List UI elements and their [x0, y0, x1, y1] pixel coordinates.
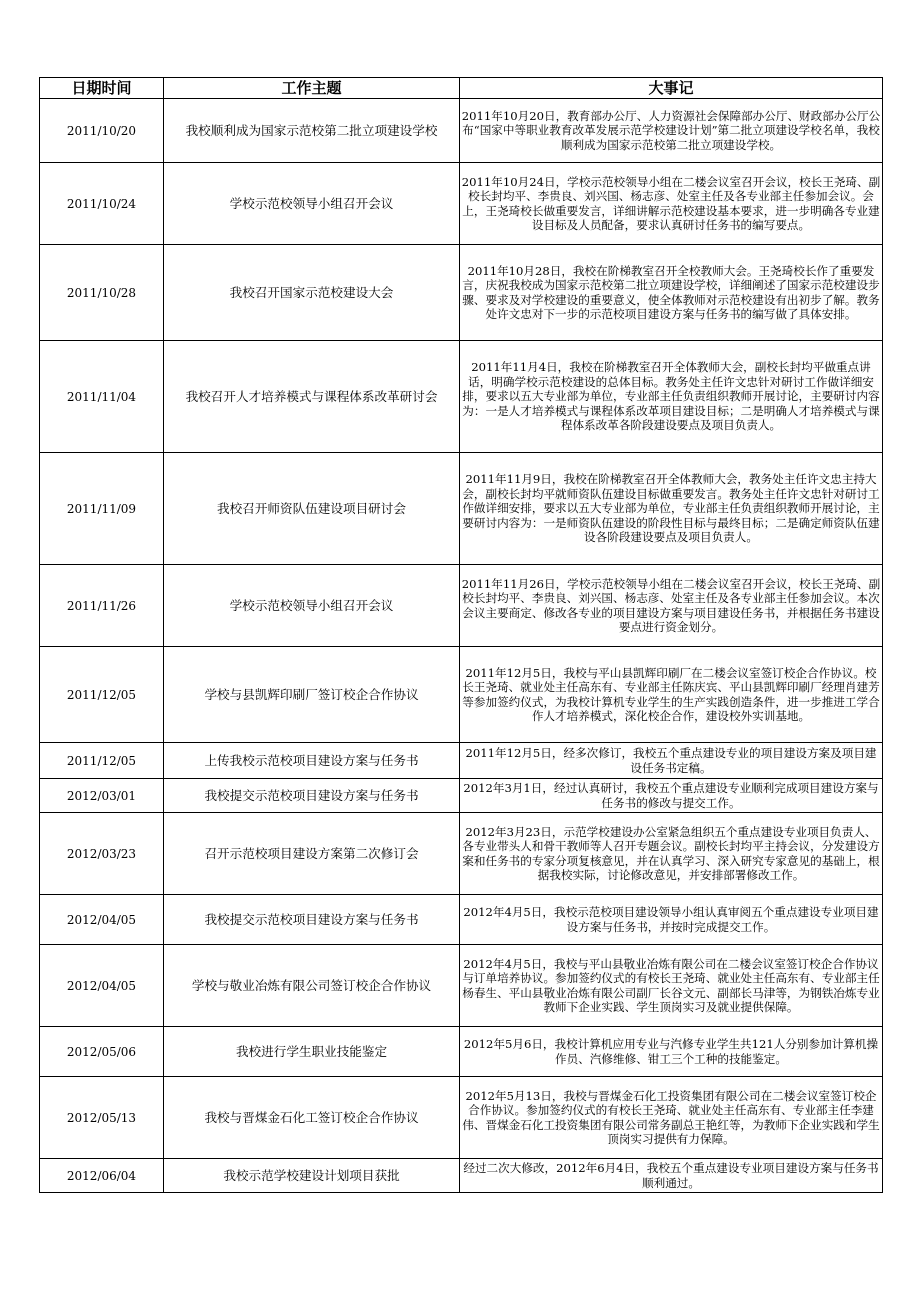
event-cell: 2011年11月9日，我校在阶梯教室召开全体教师大会，教务处主任许文忠主持大会，副校长封均平就师资队伍建设目标做重要发言。教务处主任许文忠针对研讨工作做详细安排，要求以五大专业部为单位，专业部主任负责组织教师开展讨论，主要研讨内容为：一是师资队伍建设的阶段性目标与最终目标；二是确定师资队伍建设各阶段建设要点及项目负责人。 — [460, 453, 883, 565]
date-cell: 2012/06/04 — [40, 1159, 164, 1193]
topic-cell: 我校提交示范校项目建设方案与任务书 — [164, 779, 460, 813]
topic-cell: 学校示范校领导小组召开会议 — [164, 163, 460, 245]
table-row — [40, 813, 883, 895]
table-row — [40, 743, 883, 779]
date-cell: 2011/10/24 — [40, 163, 164, 245]
header-event: 大事记 — [460, 78, 883, 99]
topic-cell: 召开示范校项目建设方案第二次修订会 — [164, 813, 460, 895]
table-row — [40, 245, 883, 341]
table-row — [40, 647, 883, 743]
event-cell: 2012年5月13日，我校与晋煤金石化工投资集团有限公司在二楼会议室签订校企合作协议。参加签约仪式的有校长王尧琦、就业处主任高东有、专业部主任李建伟、晋煤金石化工投资集团有限公司常务副总王艳红等，为教师下企业实践和学生顶岗实习提供有力保障。 — [460, 1077, 883, 1159]
topic-cell: 学校与敬业冶炼有限公司签订校企合作协议 — [164, 945, 460, 1027]
event-cell: 2011年10月28日，我校在阶梯教室召开全校教师大会。王尧琦校长作了重要发言，庆祝我校成为国家示范校第二批立项建设学校，详细阐述了国家示范校建设步骤、要求及对学校建设的重要意义，使全体教师对示范校建设有出初步了解。教务处许文忠对下一步的示范校项目建设方案与任务书的编写做了具体安排。 — [460, 245, 883, 341]
topic-cell: 我校召开人才培养模式与课程体系改革研讨会 — [164, 341, 460, 453]
date-cell: 2011/12/05 — [40, 647, 164, 743]
date-cell: 2012/04/05 — [40, 895, 164, 945]
topic-cell: 我校召开国家示范校建设大会 — [164, 245, 460, 341]
event-cell: 2011年11月4日，我校在阶梯教室召开全体教师大会，副校长封均平做重点讲话，明确学校示范校建设的总体目标。教务处主任许文忠针对研讨工作做详细安排，要求以五大专业部为单位，专业部主任负责组织教师开展讨论，主要研讨内容为：一是人才培养模式与课程体系改革项目建设目标；二是明确人才培养模式与课程体系改革各阶段建设要点及项目负责人。 — [460, 341, 883, 453]
date-cell: 2011/10/20 — [40, 99, 164, 163]
topic-cell: 我校召开师资队伍建设项目研讨会 — [164, 453, 460, 565]
event-cell: 2012年3月1日，经过认真研讨，我校五个重点建设专业顺利完成项目建设方案与任务书的修改与提交工作。 — [460, 779, 883, 813]
event-cell: 2011年10月20日，教育部办公厅、人力资源社会保障部办公厅、财政部办公厅公布“国家中等职业教育改革发展示范学校建设计划”第二批立项建设学校名单，我校顺利成为国家示范校第二批立项建设学校。 — [460, 99, 883, 163]
date-cell: 2012/05/06 — [40, 1027, 164, 1077]
table-row — [40, 779, 883, 813]
event-cell: 2012年5月6日，我校计算机应用专业与汽修专业学生共121人分别参加计算机操作员、汽修维修、钳工三个工种的技能鉴定。 — [460, 1027, 883, 1077]
event-cell: 2011年12月5日，我校与平山县凯辉印刷厂在二楼会议室签订校企合作协议。校长王尧琦、就业处主任高东有、专业部主任陈庆宾、平山县凯辉印刷厂经理肖建芳等参加签约仪式，为我校计算机专业学生的生产实践创造条件，进一步推进工学合作人才培养模式，深化校企合作，建设校外实训基地。 — [460, 647, 883, 743]
event-cell: 2011年12月5日，经多次修订，我校五个重点建设专业的项目建设方案及项目建设任务书定稿。 — [460, 743, 883, 779]
table-row — [40, 1159, 883, 1193]
topic-cell: 我校进行学生职业技能鉴定 — [164, 1027, 460, 1077]
date-cell: 2011/11/09 — [40, 453, 164, 565]
topic-cell: 学校与县凯辉印刷厂签订校企合作协议 — [164, 647, 460, 743]
date-cell: 2012/03/23 — [40, 813, 164, 895]
table-row — [40, 895, 883, 945]
date-cell: 2011/11/04 — [40, 341, 164, 453]
topic-cell: 我校提交示范校项目建设方案与任务书 — [164, 895, 460, 945]
table-row — [40, 163, 883, 245]
date-cell: 2011/10/28 — [40, 245, 164, 341]
event-cell: 2011年11月26日，学校示范校领导小组在二楼会议室召开会议，校长王尧琦、副校长封均平、李贵良、刘兴国、杨志彦、处室主任及各专业部主任参加会议。本次会议主要商定、修改各专业的项目建设方案与项目建设任务书，并根据任务书建设要点进行资金划分。 — [460, 565, 883, 647]
event-cell: 2012年4月5日，我校示范校项目建设领导小组认真审阅五个重点建设专业项目建设方案与任务书，并按时完成提交工作。 — [460, 895, 883, 945]
header-row — [40, 78, 883, 99]
event-cell: 经过二次大修改，2012年6月4日，我校五个重点建设专业项目建设方案与任务书顺利通过。 — [460, 1159, 883, 1193]
date-cell: 2012/04/05 — [40, 945, 164, 1027]
date-cell: 2011/12/05 — [40, 743, 164, 779]
table-row — [40, 565, 883, 647]
table-row — [40, 945, 883, 1027]
event-cell: 2012年3月23日，示范学校建设办公室紧急组织五个重点建设专业项目负责人、各专业带头人和骨干教师等人召开专题会议。副校长封均平主持会议，分发建设方案和任务书的专家分项复核意见，并在认真学习、深入研究专家意见的基础上，根据我校实际，讨论修改意见，并安排部署修改工作。 — [460, 813, 883, 895]
topic-cell: 学校示范校领导小组召开会议 — [164, 565, 460, 647]
table-row — [40, 453, 883, 565]
table-row — [40, 1077, 883, 1159]
topic-cell: 我校示范学校建设计划项目获批 — [164, 1159, 460, 1193]
topic-cell: 上传我校示范校项目建设方案与任务书 — [164, 743, 460, 779]
event-cell: 2011年10月24日，学校示范校领导小组在二楼会议室召开会议，校长王尧琦、副校长封均平、李贵良、刘兴国、杨志彦、处室主任及各专业部主任参加会议。会上，王尧琦校长做重要发言，详细讲解示范校建设基本要求，进一步明确各专业建设目标及人员配备，要求认真研讨任务书的编写要点。 — [460, 163, 883, 245]
header-date: 日期时间 — [40, 78, 164, 99]
table-row — [40, 1027, 883, 1077]
topic-cell: 我校与晋煤金石化工签订校企合作协议 — [164, 1077, 460, 1159]
topic-cell: 我校顺利成为国家示范校第二批立项建设学校 — [164, 99, 460, 163]
event-cell: 2012年4月5日，我校与平山县敬业冶炼有限公司在二楼会议室签订校企合作协议与订单培养协议。参加签约仪式的有校长王尧琦、就业处主任高东有、专业部主任杨春生、平山县敬业冶炼有限公司副厂长谷文元、副部长马津等，为钢铁冶炼专业教师下企业实践、学生顶岗实习及就业提供保障。 — [460, 945, 883, 1027]
events-table — [39, 77, 883, 1193]
date-cell: 2011/11/26 — [40, 565, 164, 647]
header-topic: 工作主题 — [164, 78, 460, 99]
table-row — [40, 341, 883, 453]
date-cell: 2012/05/13 — [40, 1077, 164, 1159]
date-cell: 2012/03/01 — [40, 779, 164, 813]
table-row — [40, 99, 883, 163]
